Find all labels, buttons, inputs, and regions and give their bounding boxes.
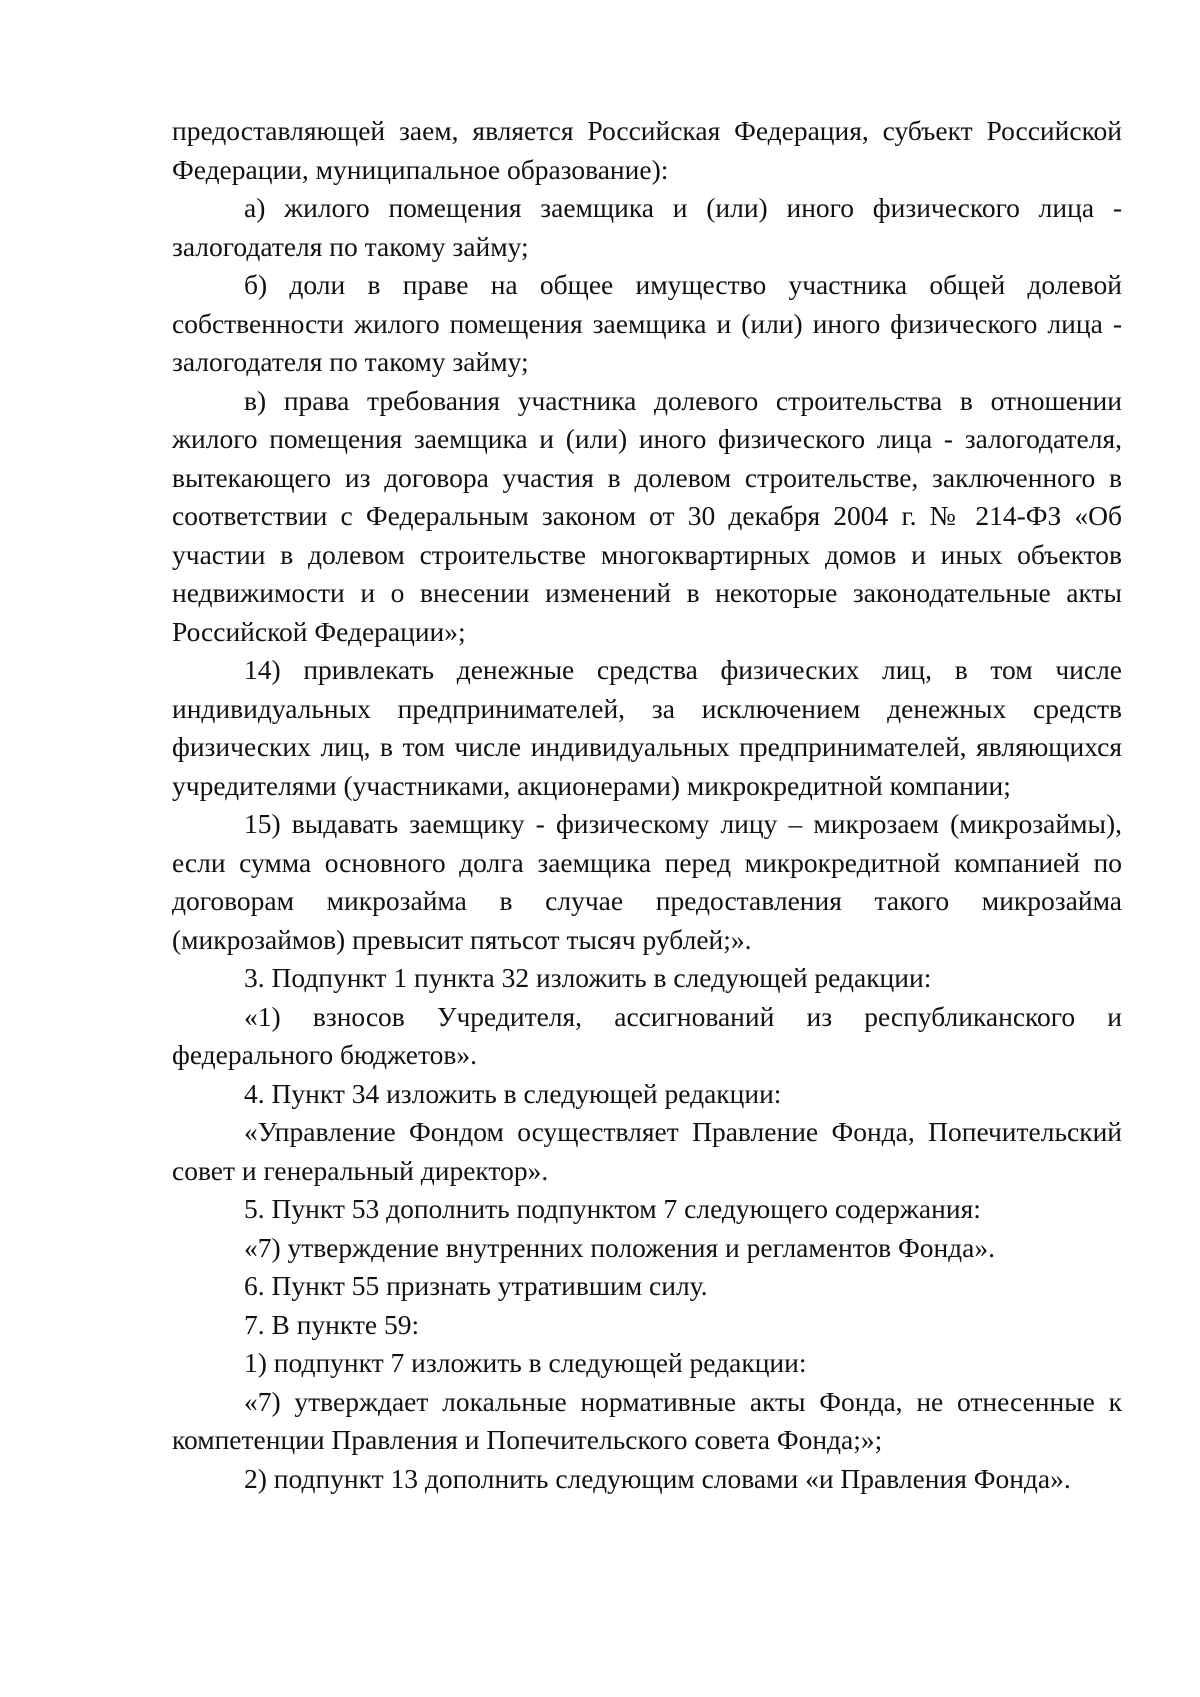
paragraph-amendment-5: 5. Пункт 53 дополнить подпунктом 7 следующего содержания: — [244, 1193, 981, 1224]
paragraph-amendment-7-1-text: «7) утверждает локальные нормативные акты Фонда, не отнесенные к компетенции Правления и Попечительского совета Фонда;»; — [172, 1385, 1122, 1455]
paragraph-item-14: 14) привлекать денежные средства физических лиц, в том числе индивидуальных предпринимателей, за исключением денежных средств физических лиц, в том числе индивидуальных предпринимателей, являющихся учредителями (участниками, акционерами) микрокредитной компании; — [172, 654, 1122, 801]
paragraph-item-b: б) доли в праве на общее имущество участника общей долевой собственности жилого помещения заемщика и (или) иного физического лица - залогодателя по такому займу; — [172, 269, 1122, 377]
paragraph-amendment-3: 3. Подпункт 1 пункта 32 изложить в следующей редакции: — [244, 962, 932, 993]
paragraph-amendment-4: 4. Пункт 34 изложить в следующей редакции: — [244, 1077, 782, 1109]
document-body — [172, 112, 1122, 1498]
paragraph-amendment-7-1: 1) подпункт 7 изложить в следующей редакции: — [244, 1347, 807, 1378]
paragraph-amendment-6: 6. Пункт 55 признать утратившим силу. — [244, 1270, 708, 1301]
paragraph-amendment-5-text: «7) утверждение внутренних положения и регламентов Фонда». — [244, 1231, 995, 1263]
paragraph-amendment-4-text: «Управление Фондом осуществляет Правление Фонда, Попечительский совет и генеральный директор». — [172, 1116, 1122, 1186]
paragraph-amendment-3-text: «1) взносов Учредителя, ассигнований из республиканского и федерального бюджетов». — [172, 1000, 1122, 1070]
paragraph-item-15: 15) выдавать заемщику - физическому лицу – микрозаем (микрозаймы), если сумма основного долга заемщика перед микрокредитной компанией по договорам микрозайма в случае предоставления такого микрозайма (микрозаймов) превысит пятьсот тысяч рублей;». — [172, 808, 1122, 955]
paragraph-item-a: а) жилого помещения заемщика и (или) иного физического лица - залогодателя по такому займу; — [172, 192, 1122, 262]
paragraph-amendment-7-2: 2) подпункт 13 дополнить следующим словами «и Правления Фонда». — [244, 1462, 1071, 1494]
paragraph-continuation: предоставляющей заем, является Российская Федерация, субъект Российской Федерации, муниципальное образование): — [172, 115, 1122, 185]
paragraph-item-v: в) права требования участника долевого строительства в отношении жилого помещения заемщика и (или) иного физического лица - залогодателя, вытекающего из договора участия в долевом строительстве, заключенного в соответствии с Федеральным законом от 30 декабря 2004 г. № 214-ФЗ «Об участии в долевом строительстве многоквартирных домов и иных объектов недвижимости и о внесении изменений в некоторые законодательные акты Российской Федерации»; — [172, 384, 1122, 647]
paragraph-amendment-7: 7. В пункте 59: — [244, 1308, 420, 1340]
